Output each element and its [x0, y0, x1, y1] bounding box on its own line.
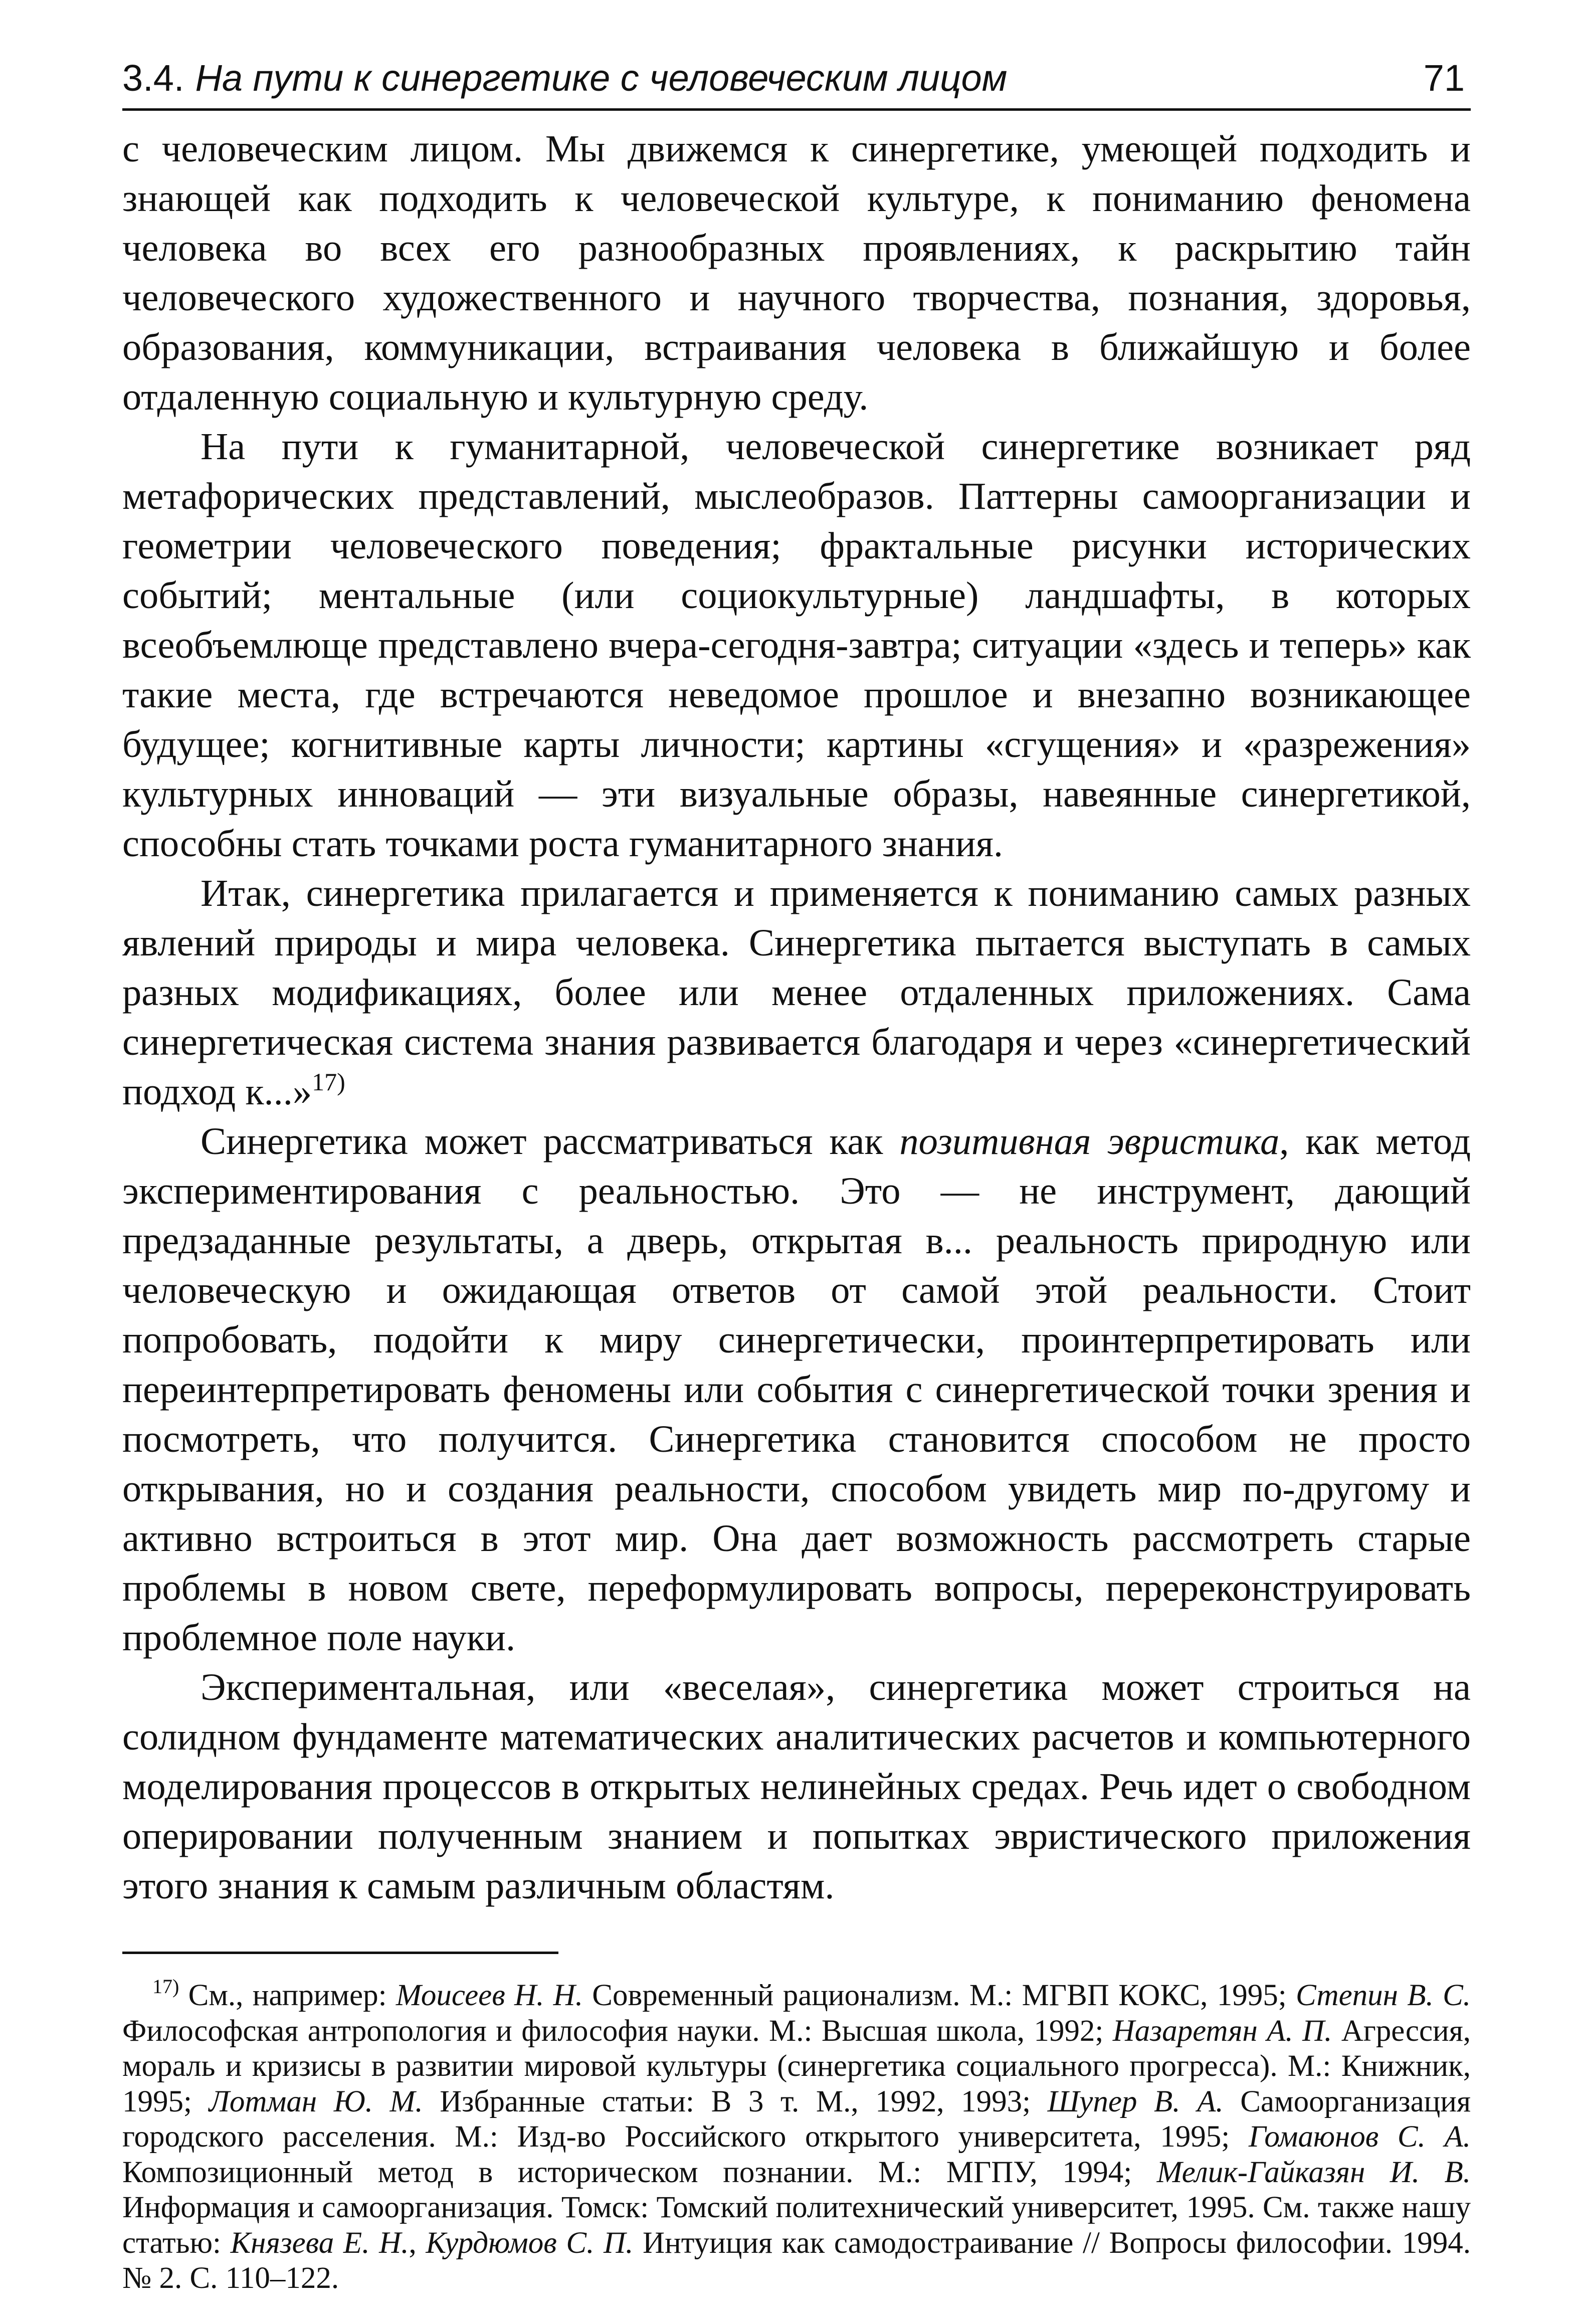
paragraph-4 [122, 1116, 1471, 1662]
footnote-divider [122, 1952, 558, 1954]
footnote-text: Избранные статьи: В 3 т. М., 1992, 1993; [423, 2084, 1048, 2118]
footnote-author: Назаретян А. П. [1112, 2014, 1332, 2048]
footnote-reference: 17) [312, 1068, 345, 1096]
footnote-author: Гомаюнов С. А. [1248, 2120, 1471, 2154]
body-text [122, 124, 1471, 1910]
paragraph-2: На пути к гуманитарной, человеческой синергетике возникает ряд метафорических представлений, мыслеобразов. Паттерны самоорганизации и геометрии человеческого поведения; фрактальные рисунки исторических событий; ментальные (или социокультурные) ландшафты, в которых всеобъемлюще представлено вчера-сегодня-завтра; ситуации «здесь и теперь» как такие места, где встречаются неведомое прошлое и внезапно возникающее будущее; когнитивные карты личности; картины «сгущения» и «разрежения» культурных инноваций — эти визуальные образы, навеянные синергетикой, способны стать точками роста гуманитарного знания. [122, 425, 1471, 865]
section-title: На пути к синергетике с человеческим лицом [195, 57, 1008, 99]
page-number: 71 [1423, 57, 1465, 99]
footnote-text: , [409, 2226, 426, 2260]
footnote-marker: 17) [152, 1975, 179, 1998]
paragraph-3-text: Итак, синергетика прилагается и применяется к пониманию самых разных явлений природы и мира человека. Синергетика пытается выступать в самых разных модификациях, более или менее отдаленных приложениях. Сама синергетическая система знания развивается благодаря и через «синергетический подход к...» [122, 872, 1471, 1113]
footnote-author: Мелик-Гайказян И. В. [1156, 2155, 1471, 2189]
footnote-text: Современный рационализм. М.: МГВП КОКС, 1995; [582, 1979, 1296, 2012]
running-head [122, 48, 1471, 111]
footnote-author: Князева Е. Н. [230, 2226, 409, 2260]
footnote-text: Философская антропология и философия науки. М.: Высшая школа, 1992; [122, 2014, 1113, 2048]
footnote-author: Шупер В. А. [1047, 2084, 1224, 2118]
footnote-author: Курдюмов С. П. [426, 2226, 634, 2260]
footnote-author: Лотман Ю. М. [209, 2084, 423, 2118]
paragraph-4-text-end: , как метод экспериментирования с реальностью. Это — не инструмент, дающий предзаданные результаты, а дверь, открытая в... реальность природную или человеческую и ожидающая ответов от самой этой реальности. Стоит попробовать, подойти к миру синергетически, проинтерпретировать или переинтерпретировать феномены или события с синергетической точки зрения и посмотреть, что получится. Синергетика становится способом не просто открывания, но и создания реальности, способом увидеть мир по-другому и активно встроиться в этот мир. Она дает возможность рассмотреть старые проблемы в новом свете, переформулировать вопросы, перереконструировать проблемное поле науки. [122, 1120, 1471, 1659]
paragraph-1: с человеческим лицом. Мы движемся к синергетике, умеющей подходить и знающей как подходить к человеческой культуре, к пониманию феномена человека во всех его разнообразных проявлениях, к раскрытию тайн человеческого художественного и научного творчества, познания, здоровья, образования, коммуникации, встраивания человека в ближайшую и более отдаленную социальную и культурную среду. [122, 127, 1471, 418]
footnote-text: Интуиция как самодостраивание // Вопросы философии. 1994. № 2. С. 110–122. [122, 2226, 1471, 2295]
paragraph-5: Экспериментальная, или «веселая», синергетика может строиться на солидном фундаменте математических аналитических расчетов и компьютерного моделирования процессов в открытых нелинейных средах. Речь идет о свободном оперировании полученным знанием и попытках эвристического приложения этого знания к самым различным областям. [122, 1666, 1471, 1907]
footnote-text: См., например: [179, 1979, 396, 2012]
footnote-text: Информация и самоорганизация. Томск: Томский политехнический университет, 1995. См. также нашу статью: [122, 2191, 1471, 2260]
footnote-text: Композиционный метод в историческом познании. М.: МГПУ, 1994; [122, 2155, 1157, 2189]
paragraph-4-text-start: Синергетика может рассматриваться как [201, 1120, 900, 1163]
section-number: 3.4. [122, 57, 184, 99]
emphasis-positive-heuristic: позитивная эвристика [899, 1120, 1280, 1163]
footnote-17 [122, 1975, 1471, 2296]
footnote-text: Агрессия, мораль и кризисы в развитии мировой культуры (синергетика социального прогресса). М.: Книжник, 1995; [122, 2014, 1471, 2118]
footnote-text: Самоорганизация городского расселения. М.: Изд-во Российского открытого университета, 1995; [122, 2084, 1471, 2154]
paragraph-3 [122, 868, 1471, 1116]
footnote-author: Степин В. С. [1296, 1979, 1471, 2012]
footnote-author: Моисеев Н. Н. [396, 1979, 583, 2012]
book-page [122, 48, 1471, 2296]
